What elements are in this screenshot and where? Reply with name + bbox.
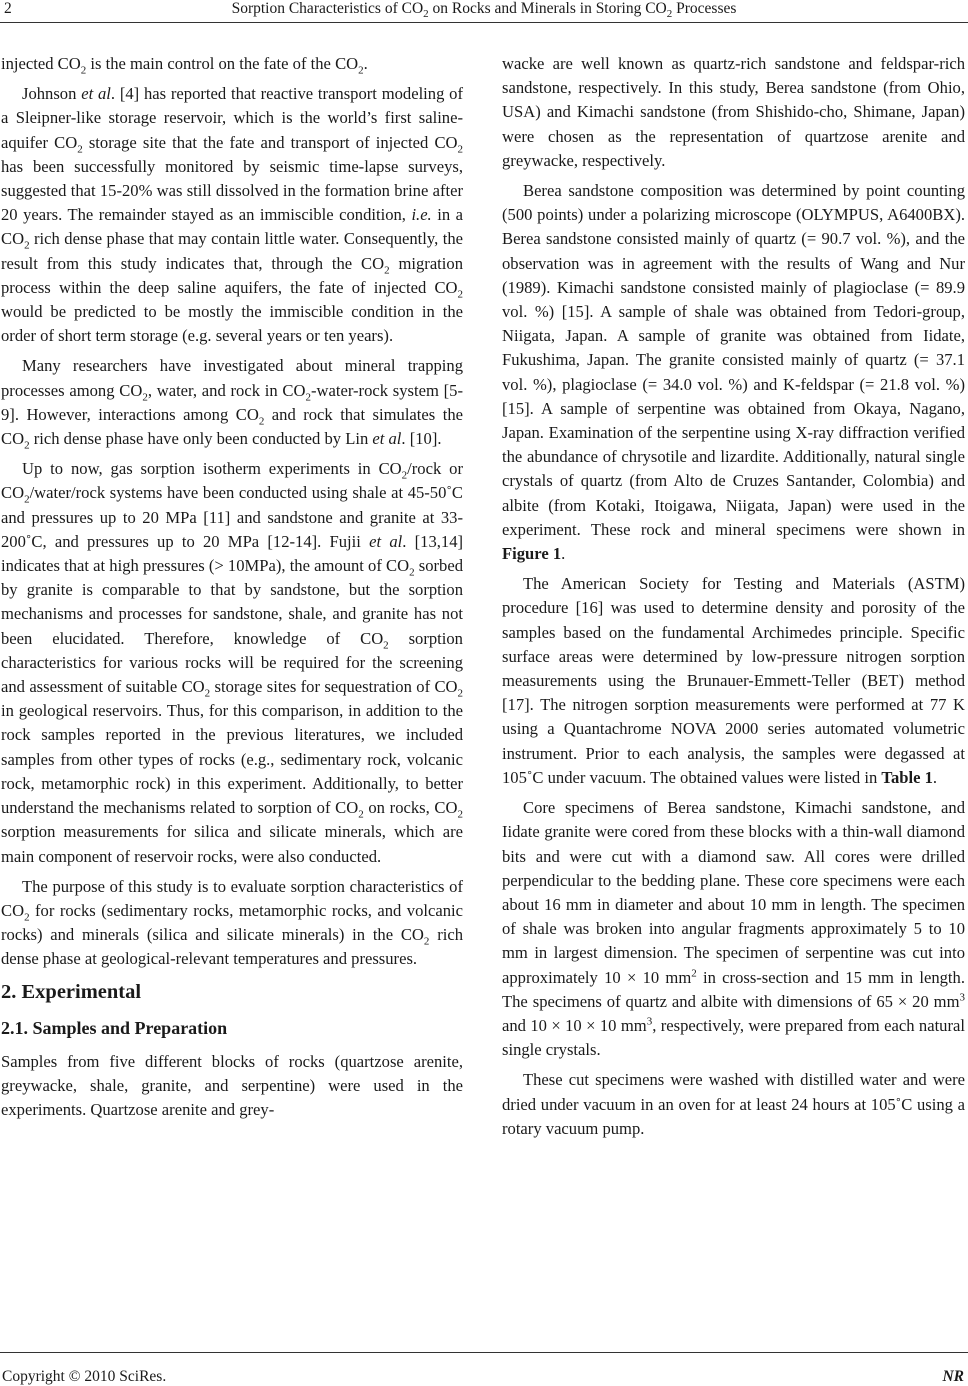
- paragraph: injected $CO_2$ is the main control on the fate of the $CO_2$.: [1, 54, 368, 77]
- paragraph: Samples from five different blocks of rocks (quartzose arenite, greywacke, shale, granite, and serpentine) were used in the experiments. Quartzose arenite and grey-: [1, 1051, 463, 1120]
- section-heading: 2. Experimental: [1, 980, 142, 1003]
- right-column: [502, 52, 965, 1147]
- left-column: [1, 52, 463, 1129]
- paragraph: Up to now, gas sorption isotherm experiments in $CO_2$/rock or $CO_2/water$/rock systems have been conducted using shale at 45-50˚C and pressures up to 20 MPa [11] and sandstone and granite at 33-200˚C, and pressures up to 20 MPa [12-14]. Fujii et al. [13,14] indicates that at high pressures (> 10MPa), the amount of $CO_2$ sorbed by granite is comparable to that by sandstone, but the sorption mechanisms and processes for sandstone, shale, and granite has not been elucidated. Therefore, knowledge of $CO_2$ sorption characteristics for various rocks will be required for the screening and assessment of suitable $CO_2$ storage sites for sequestration of $CO_2$ in geological reservoirs. Thus, for this comparison, in addition to the rock samples reported in the previous literatures, we included samples from other types of rocks (e.g., sedimentary rock, volcanic rock, metamorphic rock) in this experiment. Additionally, to better understand the mechanisms related to sorption of $CO_2$ on rocks, $CO_2$ sorption measurements for silica and silicate minerals, which are main component of reservoir rocks, were also conducted.: [1, 459, 464, 866]
- paragraph: Many researchers have investigated about mineral trapping processes among $CO_2$, water, and rock in $CO_2-water$-rock system [5-9]. However, interactions among $CO_2$ and rock that simulates the $CO_2$ rich dense phase have only been conducted by Lin et al. [10].: [1, 356, 463, 452]
- header-rule: [0, 22, 968, 23]
- running-title: Sorption Characteristics of $CO_2$ on Rocks and Minerals in Storing $CO_2$ Processes: [231, 0, 737, 21]
- paragraph: wacke are well known as quartz-rich sandstone and feldspar-rich sandstone, respectively. In this study, Berea sandstone (from Ohio, USA) and Kimachi sandstone (from Shishido-cho, Shimane, Japan) were chosen as the representation of quartzose arenite and greywacke, respectively.: [502, 54, 965, 170]
- paragraph: These cut specimens were washed with distilled water and were dried under vacuum in an oven for at least 24 hours at 105˚C using a rotary vacuum pump.: [502, 1070, 965, 1138]
- subsection-heading: 2.1. Samples and Preparation: [1, 1017, 228, 1038]
- paragraph: Core specimens of Berea sandstone, Kimachi sandstone, and Iidate granite were cored from these blocks with a thin-wall diamond bits and were cut with a diamond saw. All cores were drilled perpendicular to the bedding plane. These core specimens were each about 16 mm in diameter and about 10 mm in length. The specimen of shale was broken into angular fragments approximately 5 to 10 mm in largest dimension. The specimen of serpentine was cut into approximately 10 × 10 $mm^2$ in cross-section and 15 mm in length. The specimens of quartz and albite with dimensions of 65 × 20 $mm^3$ and 10 × 10 × 10 $mm^3$, respectively, were prepared from each natural single crystals.: [502, 798, 965, 1060]
- page-number: 2: [4, 0, 12, 17]
- footer-rule: [0, 1352, 968, 1353]
- paragraph: Johnson et al. [4] has reported that reactive transport modeling of a Sleipner-like storage reservoir, which is the world’s first saline-aquifer $CO_2$ storage site that the fate and transport of injected $CO_2$ has been successfully monitored by seismic time-lapse surveys, suggested that 15-20% was still dissolved in the formation brine after 20 years. The remainder stayed as an immiscible condition, i.e. in a $CO_2$ rich dense phase that may contain little water. Consequently, the result from this study indicates that, through the $CO_2$ migration process within the deep saline aquifers, the fate of injected $CO_2$ would be predicted to be mostly the immiscible condition in the order of short term storage (e.g. several years or ten years).: [1, 84, 464, 346]
- page-footer: [0, 1352, 968, 1385]
- journal-abbrev: NR: [942, 1368, 964, 1385]
- copyright-notice: Copyright © 2010 SciRes.: [2, 1368, 167, 1385]
- paragraph: The purpose of this study is to evaluate sorption characteristics of $CO_2$ for rocks (sedimentary rocks, metamorphic rocks, and volcanic rocks) and minerals (silica and silicate minerals) in the $CO_2$ rich dense phase at geological-relevant temperatures and pressures.: [1, 876, 463, 969]
- paragraph: Berea sandstone composition was determined by point counting (500 points) under a polarizing microscope (OLYMPUS, A6400BX). Berea sandstone consisted mainly of quartz (= 90.7 vol. %), and the observation was in agreement with the results of Wang and Nur (1989). Kimachi sandstone consisted mainly of plagioclase (= 89.9 vol. %) [15]. A sample of shale was obtained from Tedori-group, Niigata, Japan. A sample of granite was obtained from Iidate, Fukushima, Japan. The granite consisted mainly of quartz (= 37.1 vol. %), plagioclase (= 34.0 vol. %) and K-feldspar (= 21.8 vol. %) [15]. A sample of serpentine was obtained from Okaya, Nagano, Japan. Examination of the serpentine using X-ray diffraction verified the abundance of chrysotile and lizardite. Additionally, natural single crystals of quartz (from Alto de Cruzes Santander, Colombia) and albite (from Kotaki, Itoigawa, Niigata, Japan) were used in the experiment. These rock and mineral specimens were shown in Figure 1.: [502, 181, 965, 564]
- page-header: [0, 0, 968, 30]
- paragraph: The American Society for Testing and Materials (ASTM) procedure [16] was used to determine density and porosity of the samples based on the fundamental Archimedes principle. Specific surface areas were determined by low-pressure nitrogen sorption measurements using the Brunauer-Emmett-Teller (BET) method [17]. The nitrogen sorption measurements were performed at 77 K using a Quantachrome NOVA 2000 series automated volumetric instrument. Prior to each analysis, the samples were degassed at 105˚C under vacuum. The obtained values were listed in Table 1.: [502, 574, 965, 787]
